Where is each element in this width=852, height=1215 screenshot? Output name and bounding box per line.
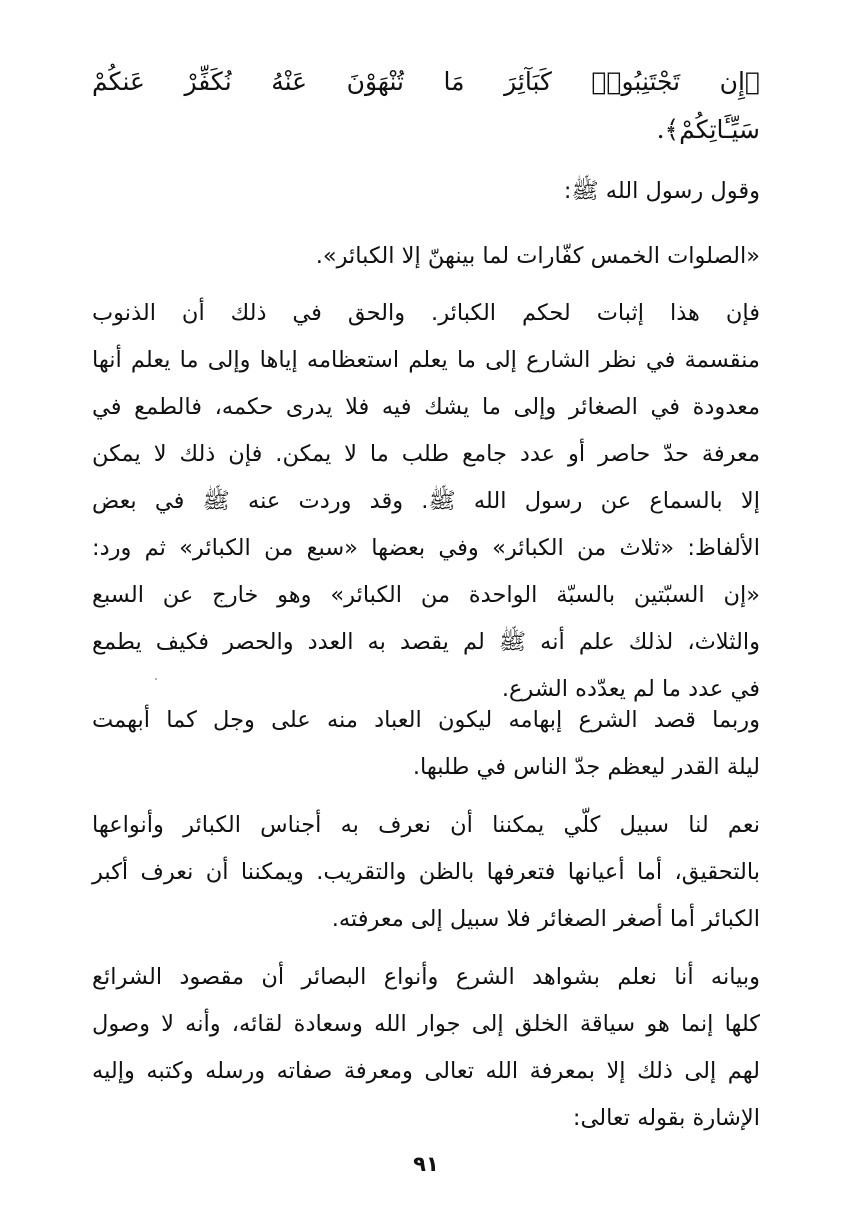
paragraph-line: كلها إنما هو سياقة الخلق إلى جوار الله وسعادة لقائه، وأنه لا وصول (92, 1011, 760, 1037)
paragraph-3 (92, 802, 760, 943)
paragraph-line: وبيانه أنا نعلم بشواهد الشرع وأنواع البصائر أن مقصود الشرائع (92, 964, 760, 990)
paragraph-line: إلا بالسماع عن رسول الله ﷺ. وقد وردت عنه ﷺ في بعض (92, 488, 760, 514)
paragraph-line: الألفاظ: «ثلاث من الكبائر» وفي بعضها «سبع من الكبائر» ثم ورد: (92, 535, 760, 561)
hadith-quote (92, 233, 760, 280)
paragraph-line: لهم إلى ذلك إلا بمعرفة الله تعالى ومعرفة صفاته ورسله وكتبه وإليه (92, 1058, 760, 1084)
hadith-text: «الصلوات الخمس كفّارات لما بينهنّ إلا الكبائر». (315, 243, 760, 269)
paragraph-line: في عدد ما لم يعدّده الشرع. (501, 676, 760, 702)
page-number: ٩١ (413, 1152, 439, 1176)
stray-dot (155, 678, 157, 680)
paragraph-line: معدودة في الصغائر وإلى ما يشك فيه فلا يدرى حكمه، فالطمع في (92, 394, 760, 420)
paragraph-line: معرفة حدّ حاصر أو عدد جامع طلب ما لا يمكن. فإن ذلك لا يمكن (92, 441, 760, 467)
intro-text: وقول رسول الله ﷺ: (563, 178, 760, 204)
paragraph-1 (92, 290, 760, 713)
paragraph-line: بالتحقيق، أما أعيانها فتعرفها بالظن والتقريب. ويمكننا أن نعرف أكبر (92, 859, 760, 885)
quran-verse (92, 58, 760, 154)
paragraph-line: وربما قصد الشرع إبهامه ليكون العباد منه على وجل كما أبهمت (92, 707, 760, 733)
paragraph-line: نعم لنا سبيل كلّي يمكننا أن نعرف به أجناس الكبائر وأنواعها (92, 812, 760, 838)
paragraph-line: الكبائر أما أصغر الصغائر فلا سبيل إلى معرفته. (331, 906, 760, 932)
paragraph-line: فإن هذا إثبات لحكم الكبائر. والحق في ذلك أن الذنوب (92, 300, 760, 326)
paragraph-line: ليلة القدر ليعظم جدّ الناس في طلبها. (412, 754, 760, 780)
paragraph-line: «إن السبّتين بالسبّة الواحدة من الكبائر» وهو خارج عن السبع (92, 582, 760, 608)
paragraph-2 (92, 697, 760, 791)
paragraph-line: والثلاث، لذلك علم أنه ﷺ لم يقصد به العدد والحصر فكيف يطمع (92, 629, 760, 655)
paragraph-line: منقسمة في نظر الشارع إلى ما يعلم استعظامه إياها وإلى ما يعلم أنها (92, 347, 760, 373)
verse-line: سَيِّـَٔاتِكُمْ﴾. (656, 115, 760, 144)
paragraph-4 (92, 954, 760, 1142)
intro-line (92, 168, 760, 215)
paragraph-line: الإشارة بقوله تعالى: (572, 1105, 760, 1131)
verse-line: ﴿إِن تَجْتَنِبُوا۟ كَبَآئِرَ مَا تُنْهَوْنَ عَنْهُ نُكَفِّرْ عَنكُمْ (92, 67, 760, 96)
